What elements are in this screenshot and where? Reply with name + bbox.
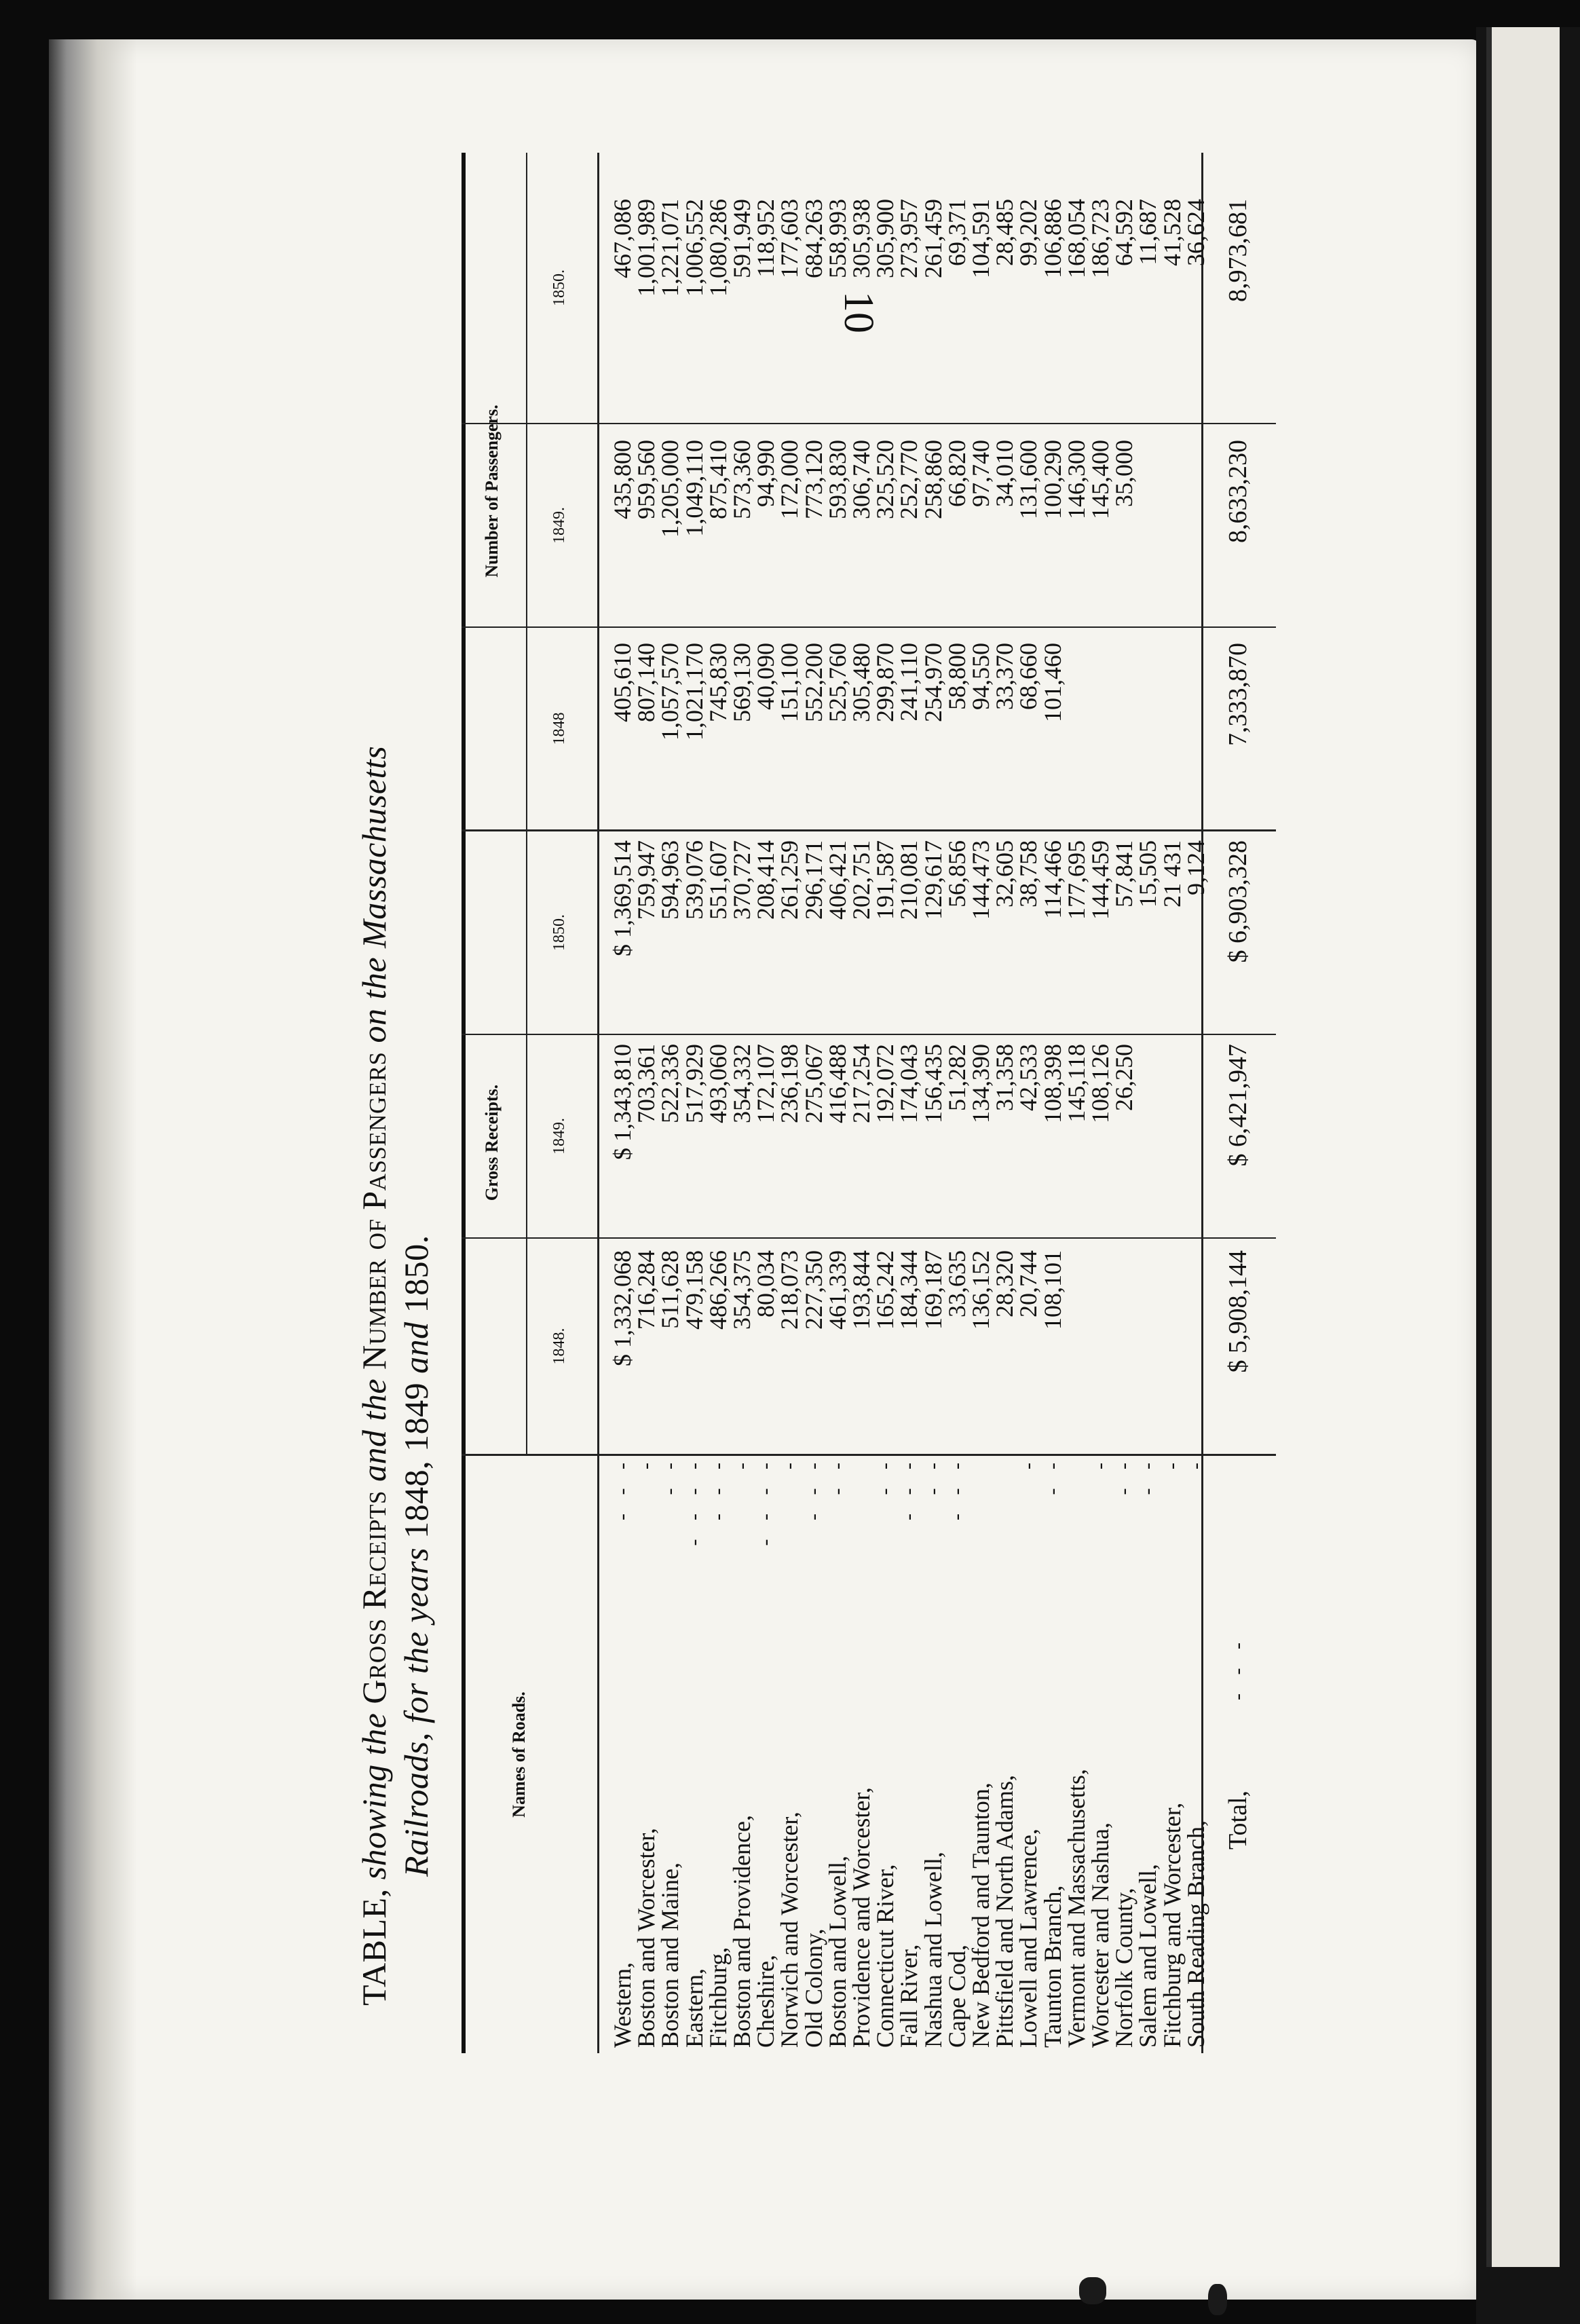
passengers-1850-cell: 273,957 [895, 199, 923, 278]
gross-1850-cell: 57,841 [1110, 840, 1138, 907]
passengers-1850-cell: 106,886 [1038, 199, 1066, 278]
gross-1850-cell: 21 431 [1158, 840, 1186, 907]
passengers-1849-cell: 35,000 [1110, 440, 1138, 507]
gross-1849-cell: 108,126 [1087, 1044, 1114, 1123]
gross-1850-cell: 144,473 [967, 840, 994, 920]
passengers-1848-cell: 1,057,570 [656, 643, 684, 741]
total-passengers-1849: 8,633,230 [1224, 440, 1252, 543]
title-showing: showing the [355, 1712, 393, 1880]
col-rule-g1850 [462, 1034, 1276, 1035]
gross-group-rule [526, 831, 527, 1454]
passengers-1850-cell: 41,528 [1158, 199, 1186, 266]
gross-1850-cell: 594,963 [656, 840, 684, 920]
gross-1848-cell: 461,339 [823, 1250, 851, 1330]
leader-dots-cell: - - - [897, 1456, 920, 1520]
gross-1849-cell: 236,198 [776, 1044, 804, 1123]
leader-dots-cell: - - [825, 1456, 848, 1495]
road-name-cell: Nashua and Lowell, [919, 1852, 947, 2048]
gross-1849-cell: 522,336 [656, 1044, 684, 1123]
gross-1850-cell: 114,466 [1038, 840, 1066, 919]
gross-1850-cell: 191,587 [871, 840, 899, 920]
header-passengers-1849: 1849. [550, 507, 568, 544]
header-gross-1849: 1849. [550, 1118, 568, 1155]
gross-1848-cell: 511,628 [656, 1250, 684, 1329]
gross-1849-cell: 108,398 [1038, 1044, 1066, 1123]
header-names-of-roads: Names of Roads. [509, 1691, 529, 1818]
gross-1850-cell: 15,505 [1134, 840, 1162, 907]
leader-dots-cell: - [1089, 1456, 1111, 1469]
gross-1850-cell: 551,607 [704, 840, 732, 920]
gross-1850-cell: 261,259 [776, 840, 804, 920]
table-title [353, 173, 441, 2006]
passengers-1849-cell: 66,820 [943, 440, 971, 507]
gross-1849-cell: 156,435 [919, 1044, 947, 1123]
road-name-cell: Cheshire, [752, 1955, 780, 2048]
gross-1849-cell: 31,358 [991, 1044, 1019, 1111]
passengers-1849-cell: 94,990 [752, 440, 780, 507]
road-name-cell: Boston and Providence, [728, 1815, 755, 2048]
passengers-1850-cell: 36,624 [1182, 199, 1209, 266]
road-name-cell: Fitchburg and Worcester, [1158, 1802, 1186, 2048]
title-years: 1848, 1849 [397, 1382, 435, 1539]
gross-1848-cell: 227,350 [800, 1250, 827, 1330]
gross-1850-cell: 177,695 [1062, 840, 1090, 920]
passengers-1850-cell: 177,603 [776, 199, 804, 278]
gross-1848-cell: 80,034 [752, 1250, 780, 1317]
page-binding-shadow [49, 39, 137, 2300]
gross-1849-cell: 275,067 [800, 1044, 827, 1123]
passengers-1848-cell: 68,660 [1015, 643, 1042, 710]
gross-1848-cell: 136,152 [967, 1250, 994, 1330]
header-passengers-1850: 1850. [550, 269, 568, 306]
header-gross-1848: 1848. [550, 1328, 568, 1365]
title-year-1850: 1850. [397, 1235, 435, 1313]
road-name-cell: Cape Cod, [943, 1945, 971, 2048]
header-gross-receipts: Gross Receipts. [482, 1084, 502, 1201]
road-name-cell: South Reading Branch, [1182, 1820, 1209, 2048]
gross-1849-cell: $ 1,343,810 [609, 1044, 636, 1160]
passengers-1848-cell: 101,460 [1038, 643, 1066, 722]
gross-1849-cell: 42,533 [1015, 1044, 1042, 1111]
gross-1849-cell: 493,060 [704, 1044, 732, 1123]
gross-1849-cell: 145,118 [1062, 1044, 1090, 1123]
passengers-1848-cell: 525,760 [823, 643, 851, 722]
scan-speck [1208, 2284, 1227, 2315]
passengers-1849-cell: 435,800 [609, 440, 636, 519]
gross-1848-cell: 486,266 [704, 1250, 732, 1330]
passengers-1848-cell: 94,550 [967, 643, 994, 710]
gross-1848-cell: 165,242 [871, 1250, 899, 1330]
passengers-1849-cell: 875,410 [704, 440, 732, 519]
gross-1848-cell: 33,635 [943, 1250, 971, 1317]
leader-dots-cell: - - [1040, 1456, 1064, 1495]
road-name-cell: Pittsfield and North Adams, [991, 1775, 1019, 2048]
leader-dots-cell: - - - [945, 1456, 968, 1520]
leader-dots-cell: - [1017, 1456, 1040, 1469]
title-number-of-passengers: Number of Passengers [355, 1051, 393, 1370]
road-name-cell: Eastern, [680, 1968, 708, 2048]
col-rule-p1848 [462, 829, 1276, 831]
gross-1850-cell: 539,076 [680, 840, 708, 920]
gross-1850-cell: 296,171 [800, 840, 827, 920]
passengers-1848-cell: 241,110 [895, 643, 923, 721]
passengers-1849-cell: 145,400 [1087, 440, 1114, 519]
gross-1848-cell: 108,101 [1038, 1250, 1066, 1330]
gross-1849-cell: 26,250 [1110, 1044, 1138, 1111]
passengers-1850-cell: 305,938 [848, 199, 875, 278]
leader-dots-cell: - [730, 1456, 753, 1469]
passengers-1850-cell: 261,459 [919, 199, 947, 278]
table-top-rule [462, 153, 466, 2053]
gross-1850-cell: 210,081 [895, 840, 923, 920]
road-name-cell: Providence and Worcester, [848, 1787, 875, 2048]
passengers-1849-cell: 1,205,000 [656, 440, 684, 538]
passengers-1849-cell: 97,740 [967, 440, 994, 507]
header-bottom-rule [597, 153, 599, 2053]
passengers-1850-cell: 186,723 [1087, 199, 1114, 278]
gross-1849-cell: 51,282 [943, 1044, 971, 1111]
col-rule-p1850 [462, 423, 1276, 424]
passengers-1848-cell: 1,021,170 [680, 643, 708, 741]
gross-1850-cell: 406,421 [823, 840, 851, 920]
gross-1848-cell: 169,187 [919, 1250, 947, 1330]
passengers-1848-cell: 305,480 [848, 643, 875, 722]
leader-dots-cell: - - [873, 1456, 897, 1495]
passengers-1848-cell: 405,610 [609, 643, 636, 722]
passengers-1849-cell: 1,049,110 [680, 440, 708, 537]
passengers-1850-cell: 1,221,071 [656, 199, 684, 297]
passengers-1850-cell: 684,263 [800, 199, 827, 278]
passengers-1848-cell: 552,200 [800, 643, 827, 722]
leader-dots-cell: - [778, 1456, 801, 1469]
leader-dots-cell: - - - - [682, 1456, 705, 1546]
gross-1848-cell: 479,158 [680, 1250, 708, 1330]
gross-1850-cell: 129,617 [919, 840, 947, 920]
road-name-cell: Boston and Lowell, [823, 1856, 851, 2048]
passengers-1849-cell: 131,600 [1015, 440, 1042, 519]
passengers-1850-cell: 558,993 [823, 199, 851, 278]
gross-1850-cell: 370,727 [728, 840, 755, 920]
passengers-1849-cell: 959,560 [633, 440, 660, 519]
total-label: Total, [1224, 1790, 1252, 1850]
road-name-cell: Boston and Worcester, [633, 1828, 660, 2048]
road-name-cell: Western, [609, 1962, 636, 2048]
gross-1850-cell: 759,947 [633, 840, 660, 920]
header-number-of-passengers: Number of Passengers. [482, 405, 502, 578]
passengers-1848-cell: 254,970 [919, 643, 947, 722]
total-passengers-1850: 8,973,681 [1224, 199, 1252, 302]
passengers-1849-cell: 34,010 [991, 440, 1019, 507]
passengers-1848-cell: 745,830 [704, 643, 732, 722]
gross-1849-cell: 416,488 [823, 1044, 851, 1123]
road-name-cell: Lowell and Lawrence, [1015, 1829, 1042, 2048]
passengers-1850-cell: 64,592 [1110, 199, 1138, 266]
road-name-cell: Vermont and Massachusetts, [1062, 1769, 1090, 2048]
leader-dots-cell: - [1184, 1456, 1207, 1469]
passengers-1850-cell: 305,900 [871, 199, 899, 278]
passengers-1848-cell: 151,100 [776, 643, 804, 722]
gross-1850-cell: 144,459 [1087, 840, 1114, 920]
gross-1849-cell: 703,361 [633, 1044, 660, 1123]
title-line-2 [395, 173, 437, 2006]
road-name-cell: Fall River, [895, 1944, 923, 2048]
gross-1848-cell: 716,284 [633, 1250, 660, 1330]
gross-1848-cell: 20,744 [1015, 1250, 1042, 1317]
road-name-cell: Connecticut River, [871, 1864, 899, 2048]
passengers-1848-cell: 33,370 [991, 643, 1019, 710]
leader-dots-cell: - - - [611, 1456, 633, 1520]
leader-dots-cell: - - [1136, 1456, 1159, 1495]
passengers-1848-cell: 569,130 [728, 643, 755, 722]
title-and: and the [355, 1378, 393, 1482]
gross-1850-cell: 202,751 [848, 840, 875, 920]
passengers-1848-cell: 40,090 [752, 643, 780, 710]
passengers-1850-cell: 1,006,552 [680, 199, 708, 297]
gross-1849-cell: 174,043 [895, 1044, 923, 1123]
passengers-1849-cell: 593,830 [823, 440, 851, 519]
road-name-cell: Taunton Branch, [1038, 1885, 1066, 2048]
road-name-cell: Boston and Maine, [656, 1862, 684, 2048]
road-name-cell: Norfolk County, [1110, 1888, 1138, 2048]
passengers-1850-cell: 118,952 [752, 199, 780, 278]
leader-dots-cell: - [635, 1456, 658, 1469]
passengers-1850-cell: 69,371 [943, 199, 971, 266]
leader-dots-cell: - - - - [754, 1456, 777, 1546]
road-name-cell: Salem and Lowell, [1134, 1864, 1162, 2048]
title-railroads: Railroads, for the years [397, 1547, 435, 1877]
passengers-1849-cell: 146,300 [1062, 440, 1090, 519]
total-gross-1848: $ 5,908,144 [1224, 1250, 1252, 1373]
passengers-1849-cell: 258,860 [919, 440, 947, 519]
passengers-1850-cell: 28,485 [991, 199, 1019, 266]
passengers-1850-cell: 168,054 [1062, 199, 1090, 278]
adjacent-page-edge [1486, 27, 1560, 2267]
title-gross-receipts: Gross Receipts [355, 1491, 393, 1704]
gross-1848-cell: 193,844 [848, 1250, 875, 1330]
gross-1849-cell: 172,107 [752, 1044, 780, 1123]
gross-1850-cell: 9,124 [1182, 840, 1209, 895]
passengers-1850-cell: 1,001,989 [633, 199, 660, 297]
leader-dots-cell: - - - [802, 1456, 825, 1520]
road-name-cell: Old Colony, [800, 1928, 827, 2048]
passengers-1849-cell: 306,740 [848, 440, 875, 519]
passengers-1850-cell: 104,591 [967, 199, 994, 278]
gross-1848-cell: 28,320 [991, 1250, 1019, 1317]
total-gross-1849: $ 6,421,947 [1224, 1044, 1252, 1167]
gross-1849-cell: 217,254 [848, 1044, 875, 1123]
leader-dots-cell: - - [658, 1456, 681, 1495]
road-name-cell: Worcester and Nashua, [1087, 1822, 1114, 2048]
gross-1848-cell: 184,344 [895, 1250, 923, 1330]
passengers-1849-cell: 100,290 [1038, 440, 1066, 519]
gross-1849-cell: 354,332 [728, 1044, 755, 1123]
col-rule-g1849 [462, 1237, 1276, 1239]
col-rule-p1849 [462, 626, 1276, 628]
gross-1850-cell: 56,856 [943, 840, 971, 907]
rotated-table-block [353, 139, 1337, 2053]
title-table-word: TABLE, [355, 1888, 393, 2006]
road-name-cell: New Bedford and Taunton, [967, 1782, 994, 2048]
header-gross-1850: 1850. [550, 914, 568, 951]
passengers-group-rule [526, 153, 527, 829]
gross-1850-cell: 38,758 [1015, 840, 1042, 907]
passengers-1849-cell: 573,360 [728, 440, 755, 519]
title-and-2: and [397, 1322, 435, 1374]
gross-1849-cell: 517,929 [680, 1044, 708, 1123]
title-on-massachusetts: on the Massachusetts [355, 745, 393, 1043]
gross-1849-cell: 192,072 [871, 1044, 899, 1123]
passengers-1850-cell: 11,687 [1134, 199, 1162, 265]
total-passengers-1848: 7,333,870 [1224, 643, 1252, 746]
gross-1848-cell: 354,375 [728, 1250, 755, 1330]
scan-speck [1079, 2277, 1106, 2304]
gross-1850-cell: $ 1,369,514 [609, 840, 636, 956]
passengers-1848-cell: 58,800 [943, 643, 971, 710]
road-name-cell: Fitchburg, [704, 1947, 732, 2048]
gross-1850-cell: 32,605 [991, 840, 1019, 907]
total-dots: - - - [1226, 1636, 1249, 1700]
gross-1848-cell: $ 1,332,068 [609, 1250, 636, 1366]
leader-dots-cell: - [1160, 1456, 1183, 1469]
leader-dots-cell: - - - [706, 1456, 729, 1520]
passengers-1849-cell: 252,770 [895, 440, 923, 519]
passengers-1848-cell: 299,870 [871, 643, 899, 722]
total-gross-1850: $ 6,903,328 [1224, 840, 1252, 963]
passengers-1850-cell: 591,949 [728, 199, 755, 278]
gross-1850-cell: 208,414 [752, 840, 780, 920]
page-number: 10 [835, 291, 882, 333]
passengers-1849-cell: 325,520 [871, 440, 899, 519]
road-name-cell: Norwich and Worcester, [776, 1812, 804, 2048]
passengers-1849-cell: 773,120 [800, 440, 827, 519]
gross-1848-cell: 218,073 [776, 1250, 804, 1330]
passengers-1850-cell: 467,086 [609, 199, 636, 278]
passengers-1849-cell: 172,000 [776, 440, 804, 519]
leader-dots-cell: - - [921, 1456, 944, 1495]
passengers-1850-cell: 1,080,286 [704, 199, 732, 297]
header-passengers-1848: 1848 [550, 712, 568, 745]
passengers-1850-cell: 99,202 [1015, 199, 1042, 266]
passengers-1848-cell: 807,140 [633, 643, 660, 722]
gross-1849-cell: 134,390 [967, 1044, 994, 1123]
leader-dots-cell: - - [1112, 1456, 1135, 1495]
receipts-passengers-table [462, 153, 1323, 2053]
